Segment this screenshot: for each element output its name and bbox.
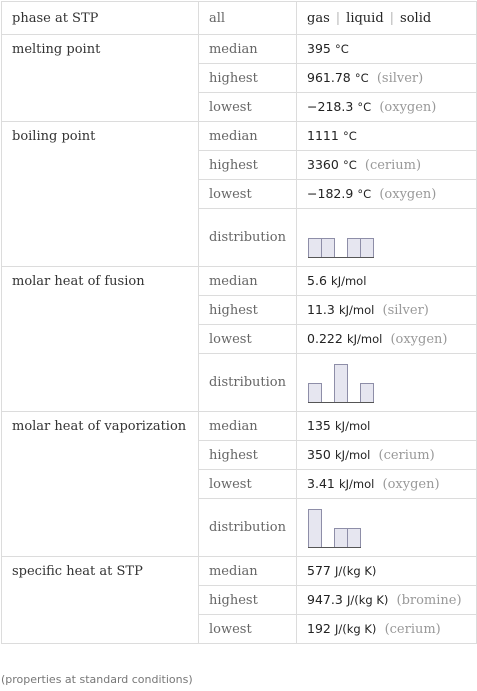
value-unit: kJ/mol <box>339 303 375 317</box>
value-number: 135 <box>307 418 331 433</box>
stat-label: distribution <box>198 209 296 267</box>
value-unit: kJ/mol <box>335 419 371 433</box>
stat-value <box>297 296 477 325</box>
value-note: (bromine) <box>396 593 462 608</box>
stat-value <box>297 35 477 64</box>
header-property: phase at STP <box>2 2 199 35</box>
value-number: 395 <box>307 41 331 56</box>
stat-label: highest <box>198 586 296 615</box>
value-note: (oxygen) <box>379 187 437 202</box>
value-note: (cerium) <box>364 158 422 173</box>
header-phases <box>297 2 477 35</box>
properties-table <box>1 1 477 644</box>
distribution-histogram <box>307 362 387 404</box>
value-unit: °C <box>354 71 369 85</box>
separator: | <box>389 10 395 26</box>
histogram-bar <box>309 238 322 257</box>
histogram-bar <box>335 528 348 547</box>
value-unit: J/(kg K) <box>335 564 377 578</box>
table-row <box>2 557 477 586</box>
stat-value <box>297 557 477 586</box>
stat-value <box>297 441 477 470</box>
value-number: 947.3 <box>307 592 343 607</box>
phase-gas: gas <box>307 10 330 26</box>
histogram-bar <box>335 364 348 402</box>
value-note: (cerium) <box>384 622 441 637</box>
stat-label: lowest <box>198 615 296 644</box>
distribution-histogram <box>307 217 387 259</box>
phase-liquid: liquid <box>346 10 384 26</box>
value-number: −218.3 <box>307 99 354 114</box>
footnote: (properties at standard conditions) <box>1 673 193 686</box>
value-unit: kJ/mol <box>335 448 371 462</box>
phase-solid: solid <box>400 10 432 26</box>
value-note: (oxygen) <box>390 332 448 347</box>
table-row <box>2 412 477 441</box>
stat-value <box>297 267 477 296</box>
value-unit: °C <box>342 129 357 143</box>
stat-value <box>297 151 477 180</box>
value-number: 11.3 <box>307 302 335 317</box>
histogram-bar <box>348 528 361 547</box>
value-unit: J/(kg K) <box>335 622 377 636</box>
value-note: (silver) <box>376 71 424 86</box>
stat-label: lowest <box>198 325 296 354</box>
histogram-bar <box>361 238 374 257</box>
value-note: (silver) <box>382 303 429 318</box>
value-unit: kJ/mol <box>346 332 383 346</box>
value-number: 961.78 <box>307 70 351 85</box>
stat-label: distribution <box>198 354 296 412</box>
stat-label: highest <box>198 151 296 180</box>
value-unit: °C <box>335 42 349 56</box>
histogram-bar <box>348 238 361 257</box>
header-row <box>2 2 477 35</box>
histogram-bar <box>309 383 322 402</box>
value-number: 192 <box>307 621 331 636</box>
stat-value <box>297 470 477 499</box>
value-number: 5.6 <box>307 273 327 288</box>
stat-label: median <box>198 122 296 151</box>
stat-label: median <box>198 267 296 296</box>
value-unit: °C <box>342 158 357 172</box>
distribution-cell <box>297 354 477 412</box>
stat-value <box>297 412 477 441</box>
stat-value <box>297 325 477 354</box>
stat-value <box>297 180 477 209</box>
value-number: 3.41 <box>307 476 335 491</box>
property-label: molar heat of fusion <box>2 267 199 412</box>
histogram-bar <box>361 383 374 402</box>
header-column: all <box>198 2 296 35</box>
value-number: 1111 <box>307 128 339 143</box>
distribution-cell <box>297 499 477 557</box>
stat-label: highest <box>198 64 296 93</box>
value-unit: °C <box>357 187 372 201</box>
separator: | <box>335 10 341 26</box>
distribution-histogram <box>307 507 387 549</box>
stat-label: highest <box>198 296 296 325</box>
stat-value <box>297 93 477 122</box>
value-note: (oxygen) <box>382 477 440 492</box>
value-note: (cerium) <box>378 448 435 463</box>
stat-label: lowest <box>198 470 296 499</box>
value-unit: kJ/mol <box>339 477 375 491</box>
stat-value <box>297 615 477 644</box>
stat-label: median <box>198 35 296 64</box>
table-row <box>2 122 477 151</box>
value-note: (oxygen) <box>379 100 437 115</box>
property-label: specific heat at STP <box>2 557 199 644</box>
value-unit: J/(kg K) <box>346 593 389 607</box>
stat-label: median <box>198 412 296 441</box>
stat-label: median <box>198 557 296 586</box>
table-row <box>2 267 477 296</box>
value-number: 577 <box>307 563 331 578</box>
value-number: 350 <box>307 447 331 462</box>
table-row <box>2 35 477 64</box>
value-number: −182.9 <box>307 186 354 201</box>
value-unit: °C <box>357 100 372 114</box>
property-label: melting point <box>2 35 199 122</box>
value-number: 3360 <box>307 157 339 172</box>
histogram-bar <box>309 509 322 547</box>
value-unit: kJ/mol <box>331 274 367 288</box>
stat-value <box>297 122 477 151</box>
property-label: boiling point <box>2 122 199 267</box>
property-label: molar heat of vaporization <box>2 412 199 557</box>
value-number: 0.222 <box>307 331 343 346</box>
stat-label: highest <box>198 441 296 470</box>
stat-label: lowest <box>198 93 296 122</box>
stat-value <box>297 64 477 93</box>
stat-value <box>297 586 477 615</box>
distribution-cell <box>297 209 477 267</box>
stat-label: lowest <box>198 180 296 209</box>
stat-label: distribution <box>198 499 296 557</box>
histogram-bar <box>322 238 335 257</box>
